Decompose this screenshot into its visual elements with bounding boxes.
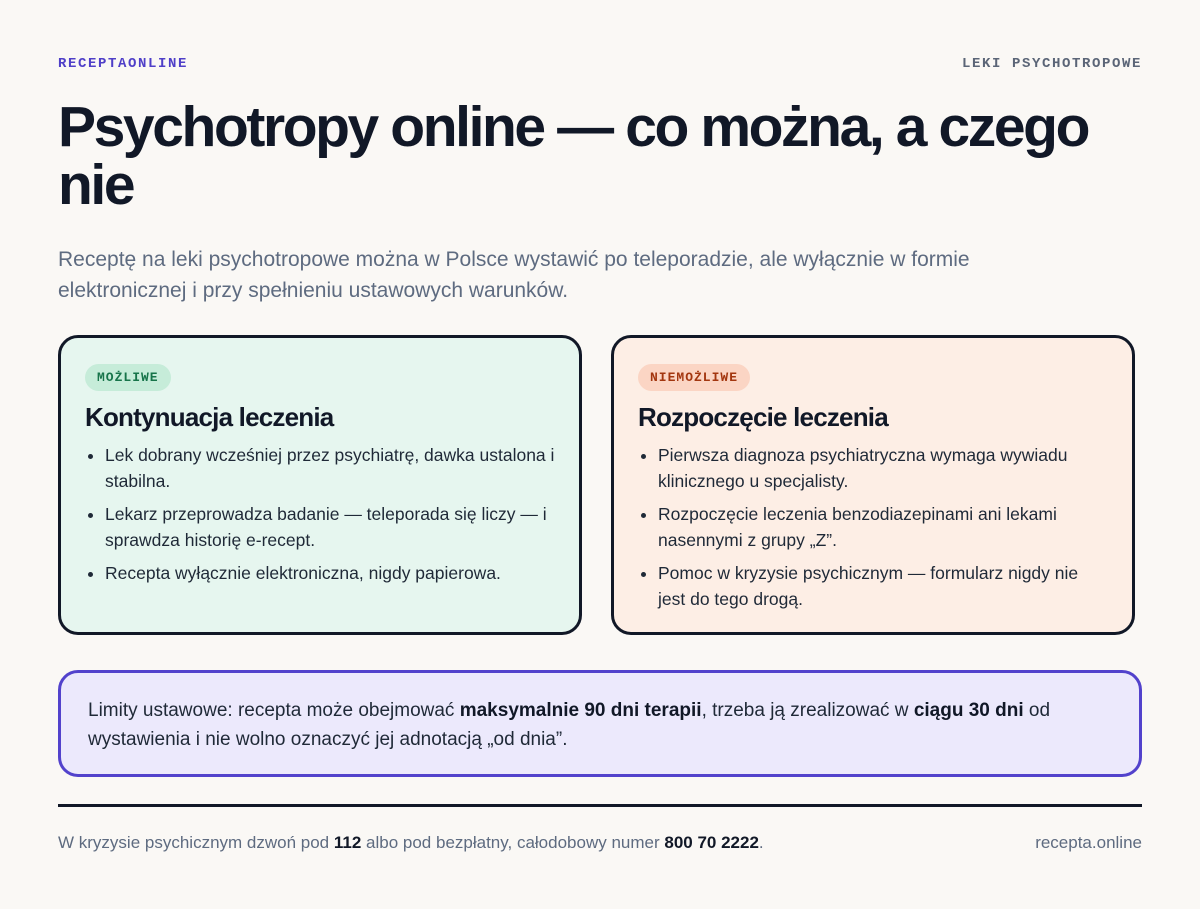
impossible-card — [611, 335, 1135, 635]
page-title: Psychotropy online — co można, a czego nie — [58, 95, 1089, 217]
impossible-card-heading: Rozpoczęcie leczenia — [638, 402, 888, 432]
impossible-badge: NIEMOŻLIWE — [638, 364, 750, 391]
limits-text: Limity ustawowe: recepta może obejmować — [88, 700, 460, 721]
crisis-text: . — [758, 833, 764, 852]
crisis-note — [58, 832, 938, 854]
list-item: • Recepta wyłącznie elektroniczna, nigdy papierowa. — [105, 560, 555, 586]
top-bar — [58, 56, 1142, 76]
list-item: • Pomoc w kryzysie psychicznym — formularz nigdy nie jest do tego drogą. — [658, 560, 1108, 612]
limits-text: , trzeba ją zrealizować w — [701, 700, 914, 721]
possible-badge: MOŻLIWE — [85, 364, 171, 391]
footer-divider — [58, 804, 1142, 807]
list-item: • Rozpoczęcie leczenia benzodiazepinami ani lekami nasennymi z grupy „Z”. — [658, 501, 1108, 553]
emergency-number[interactable]: 112 — [333, 833, 362, 852]
section-label: LEKI PSYCHOTROPOWE — [961, 56, 1142, 72]
page — [58, 0, 1142, 909]
possible-list — [85, 442, 555, 586]
list-item: • Pierwsza diagnoza psychiatryczna wymaga wywiadu klinicznego u specjalisty. — [658, 442, 1108, 494]
crisis-text: albo pod bezpłatny, całodobowy numer — [361, 833, 665, 852]
crisis-text: W kryzysie psychicznym dzwoń pod — [58, 833, 334, 852]
legal-limits-box — [58, 670, 1142, 777]
impossible-list — [638, 442, 1108, 612]
brand-logo-text[interactable]: RECEPTAONLINE — [58, 56, 189, 72]
limits-max-days: maksymalnie 90 dni terapii — [459, 700, 702, 721]
possible-card-heading: Kontynuacja leczenia — [85, 402, 334, 432]
site-link[interactable]: recepta.online — [1035, 833, 1142, 852]
list-item: • Lek dobrany wcześniej przez psychiatrę, dawka ustalona i stabilna. — [105, 442, 555, 494]
lead-paragraph: Receptę na leki psychotropowe można w Polsce wystawić po teleporadzie, ale wyłącznie w formie elektronicznej i przy spełnieniu ustawowych warunków. — [58, 248, 970, 302]
helpline-number[interactable]: 800 70 2222 — [664, 833, 759, 852]
possible-card — [58, 335, 582, 635]
list-item: • Lekarz przeprowadza badanie — teleporada się liczy — i sprawdza historię e-recept. — [105, 501, 555, 553]
limits-validity: ciągu 30 dni — [913, 700, 1024, 721]
limits-text: od wystawienia i nie wolno oznaczyć jej adnotacją „od dnia”. — [88, 700, 1051, 750]
